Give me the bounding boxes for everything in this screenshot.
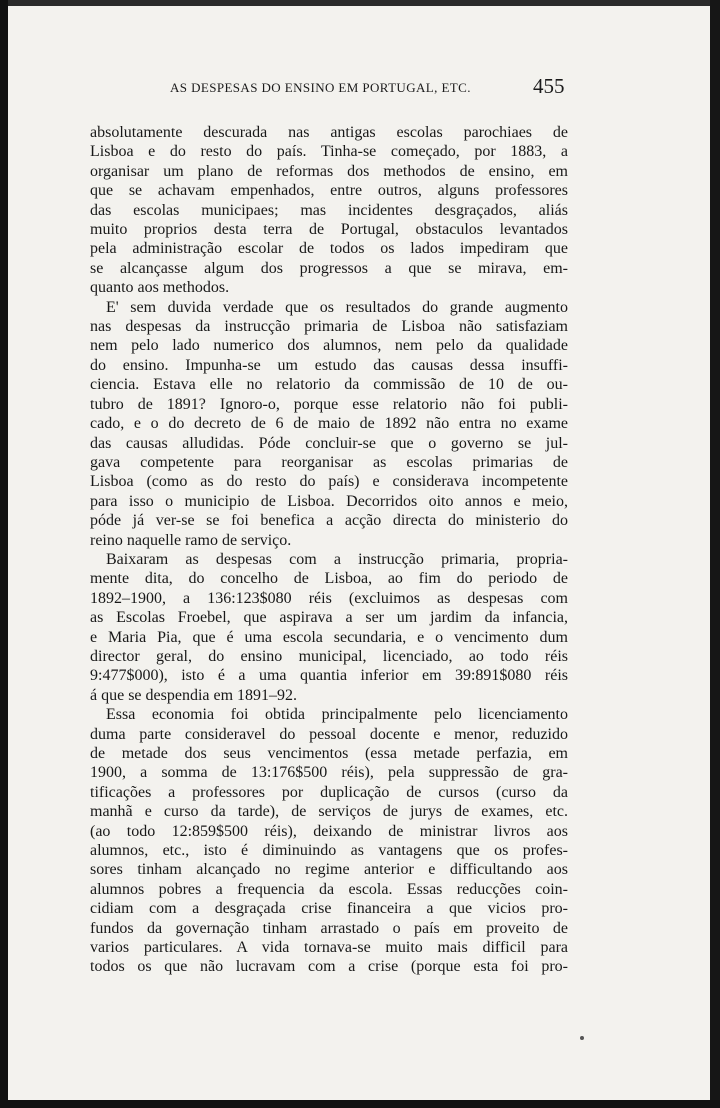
text-line: das escolas municipaes; mas incidentes desgraçados, aliás <box>90 201 568 219</box>
text-line: duma parte consideravel do pessoal docente e menor, reduzido <box>90 725 568 743</box>
page-number: 455 <box>533 74 565 98</box>
text-line: varios particulares. A vida tornava-se muito mais difficil para <box>90 939 568 957</box>
text-line: manhã e curso da tarde), de serviços de jurys de exames, etc. <box>90 803 568 821</box>
text-line: pela administração escolar de todos os lados impediram que <box>90 240 568 258</box>
text-line: alumnos, etc., isto é diminuindo as vantagens que os profes- <box>90 842 568 860</box>
text-line: para isso o municipio de Lisboa. Decorridos oito annos e meio, <box>90 492 568 510</box>
text-line: e Maria Pia, que é uma escola secundaria, e o vencimento dum <box>90 628 568 646</box>
print-speck <box>580 1036 584 1040</box>
text-line: 1900, a somma de 13:176$500 réis), pela suppressão de gra- <box>90 764 568 782</box>
paragraph-start-line: E' sem duvida verdade que os resultados do grande augmento <box>106 298 568 316</box>
text-line: Lisboa e do resto do país. Tinha-se começado, por 1883, a <box>90 143 568 161</box>
text-line: alumnos pobres a frequencia da escola. Essas reducções coin- <box>90 880 568 898</box>
text-line: absolutamente descurada nas antigas escolas parochiaes de <box>90 124 568 141</box>
paragraph-start-line: Essa economia foi obtida principalmente pelo licenciamento <box>106 706 568 724</box>
text-line: gava competente para reorganisar as escolas primarias de <box>90 453 568 471</box>
paragraph-end-line: quanto aos methodos. <box>90 279 230 297</box>
text-line: se alcançasse algum dos progressos a que se mirava, em- <box>90 259 568 277</box>
text-line: que se achavam empenhados, entre outros, alguns professores <box>90 182 568 200</box>
text-line: mente dita, do concelho de Lisboa, ao fim do periodo de <box>90 570 568 588</box>
scan-border-left <box>0 0 8 1108</box>
text-line: 9:477$000), isto é a uma quantia inferior em 39:891$080 réis <box>90 667 568 685</box>
text-line: as Escolas Froebel, que aspirava a ser um jardim da infancia, <box>90 609 568 627</box>
text-line: Lisboa (como as do resto do país) e considerava incompetente <box>90 473 568 491</box>
text-line: póde já ver-se se foi benefica a acção directa do ministerio do <box>90 512 568 530</box>
scan-border-top <box>0 0 720 6</box>
text-line: do ensino. Impunha-se um estudo das causas dessa insuffi- <box>90 356 568 374</box>
text-line: cado, e o do decreto de 6 de maio de 1892 não entra no exame <box>90 415 568 433</box>
scan-border-right <box>710 0 720 1108</box>
text-line: cidiam com a desgraçada crise financeira a que vicios pro- <box>90 900 568 918</box>
paragraph-end-line: reino naquelle ramo de serviço. <box>90 531 292 549</box>
text-line: (ao todo 12:859$500 réis), deixando de ministrar livros aos <box>90 822 568 840</box>
running-header: AS DESPESAS DO ENSINO EM PORTUGAL, ETC. <box>170 80 471 95</box>
text-line: de metade dos seus vencimentos (essa metade perfazia, em <box>90 745 568 762</box>
text-line: nem pelo lado numerico dos alumnos, nem pelo da qualidade <box>90 337 568 355</box>
paragraph-end-line: á que se despendia em 1891–92. <box>90 686 298 704</box>
text-line: todos os que não lucravam com a crise (porque esta foi pro- <box>90 958 568 976</box>
paragraph-start-line: Baixaram as despesas com a instrucção primaria, propria- <box>106 550 568 568</box>
text-line: nas despesas da instrucção primaria de Lisboa não satisfaziam <box>90 318 568 336</box>
text-line: ciencia. Estava elle no relatorio da commissão de 10 de ou- <box>90 376 568 394</box>
text-line: director geral, do ensino municipal, licenciado, ao todo réis <box>90 647 568 665</box>
text-line: das causas alludidas. Póde concluir-se que o governo se jul- <box>90 434 568 452</box>
scan-border-bottom <box>0 1100 720 1108</box>
text-line: sores tinham alcançado no regime anterior e difficultando aos <box>90 861 568 879</box>
text-line: fundos da governação tinham arrastado o país em proveito de <box>90 919 568 937</box>
text-line: 1892–1900, a 136:123$080 réis (excluimos as despesas com <box>90 589 568 607</box>
text-line: organisar um plano de reformas dos methodos de ensino, em <box>90 162 568 180</box>
text-line: tubro de 1891? Ignoro-o, porque esse relatorio não foi publi- <box>90 395 568 413</box>
body-text <box>90 123 568 977</box>
text-line: muito proprios desta terra de Portugal, obstaculos levantados <box>90 221 568 239</box>
text-line: tificações a professores por duplicação de cursos (curso da <box>90 783 568 801</box>
